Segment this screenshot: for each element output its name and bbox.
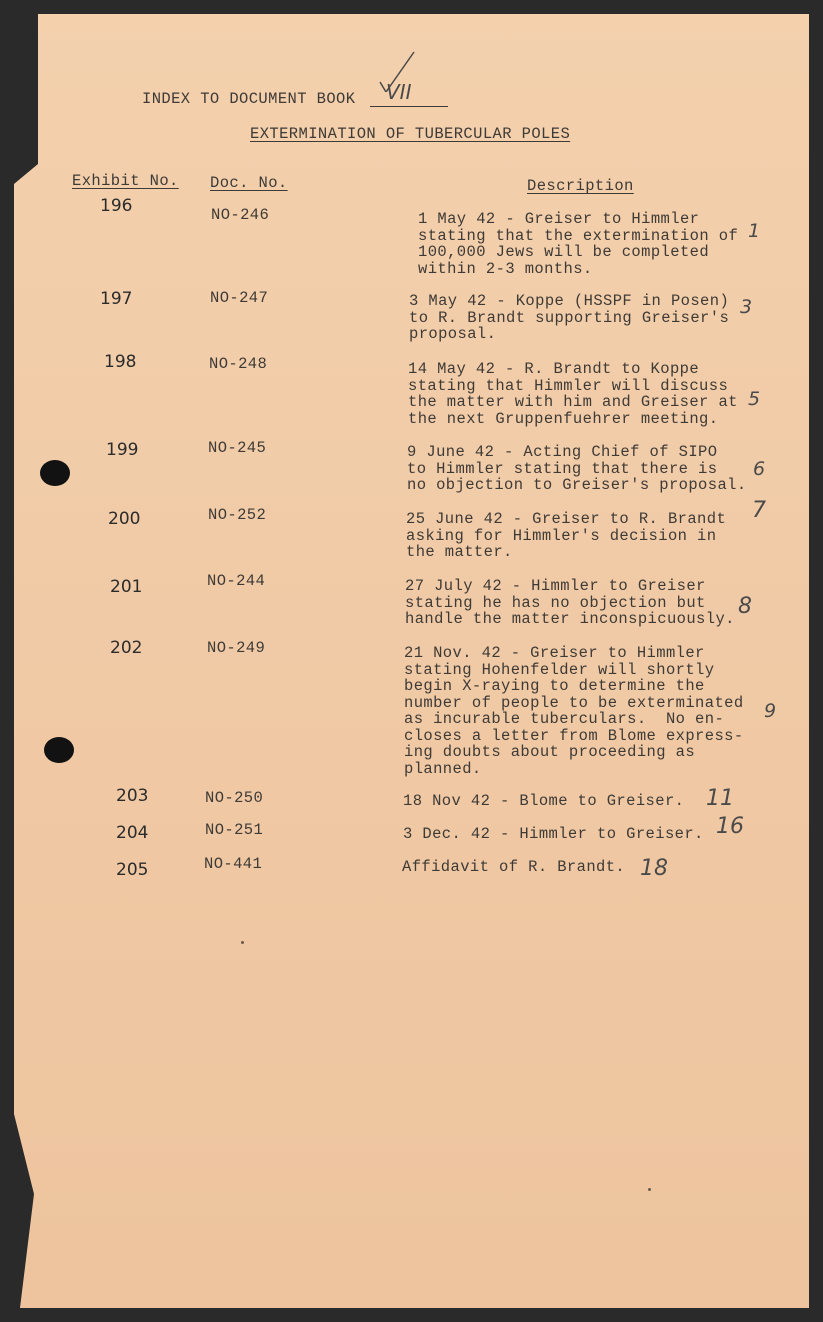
punch-hole-top	[40, 460, 70, 486]
exhibit-number: 200	[108, 509, 141, 529]
row-description: Affidavit of R. Brandt.	[402, 858, 626, 876]
doc-number: NO-441	[204, 855, 263, 873]
column-header-doc: Doc. No.	[210, 174, 288, 192]
punch-hole-bottom	[44, 737, 74, 763]
index-title: INDEX TO DOCUMENT BOOK	[142, 90, 356, 108]
stray-mark	[241, 941, 244, 944]
page-number: 3	[740, 296, 753, 318]
row-description: 14 May 42 - R. Brandt to Koppe stating that Himmler will discuss the matter with him and Greiser at the next Gruppenfuehrer meeting.	[408, 360, 738, 428]
exhibit-number: 199	[106, 440, 139, 460]
doc-number: NO-247	[210, 289, 269, 307]
exhibit-number: 202	[110, 638, 143, 658]
row-description: 1 May 42 - Greiser to Himmler stating that the extermination of 100,000 Jews will be completed within 2-3 months.	[418, 210, 739, 278]
column-header-description: Description	[527, 177, 634, 195]
page-number: 7	[752, 498, 766, 523]
doc-number: NO-252	[208, 506, 267, 524]
doc-number: NO-245	[208, 439, 267, 457]
page-number: 6	[753, 458, 766, 480]
page-number: 18	[640, 856, 668, 881]
stray-mark	[648, 1188, 651, 1191]
page-number: 9	[764, 700, 777, 722]
row-description: 3 Dec. 42 - Himmler to Greiser.	[403, 825, 704, 843]
exhibit-number: 203	[116, 786, 149, 806]
doc-number: NO-244	[207, 572, 266, 590]
exhibit-number: 196	[100, 196, 133, 216]
row-description: 27 July 42 - Himmler to Greiser stating he has no objection but handle the matter inconspicuously.	[405, 577, 735, 628]
row-description: 21 Nov. 42 - Greiser to Himmler stating Hohenfelder will shortly begin X-raying to determine the number of people to be exterminated as incurable tuberculars. No en- closes a letter from Blome express- ing doubts about proceeding as planned.	[404, 644, 744, 778]
book-number-blank	[370, 106, 448, 107]
row-description: 18 Nov 42 - Blome to Greiser.	[403, 792, 685, 810]
exhibit-number: 201	[110, 577, 143, 597]
page-number: 5	[748, 388, 761, 410]
document-subtitle: EXTERMINATION OF TUBERCULAR POLES	[250, 125, 571, 143]
exhibit-number: 197	[100, 289, 133, 309]
row-description: 3 May 42 - Koppe (HSSPF in Posen) to R. Brandt supporting Greiser's proposal.	[409, 292, 730, 343]
exhibit-number: 198	[104, 352, 137, 372]
exhibit-number: 205	[116, 860, 149, 880]
page-number: 11	[706, 786, 734, 811]
doc-number: NO-248	[209, 355, 268, 373]
column-header-exhibit: Exhibit No.	[72, 172, 179, 190]
exhibit-number: 204	[116, 823, 149, 843]
row-description: 25 June 42 - Greiser to R. Brandt asking for Himmler's decision in the matter.	[406, 510, 727, 561]
doc-number: NO-250	[205, 789, 264, 807]
page-number: 16	[716, 814, 744, 839]
page-number: 8	[738, 594, 752, 619]
doc-number: NO-251	[205, 821, 264, 839]
page-number: 1	[748, 220, 761, 242]
doc-number: NO-249	[207, 639, 266, 657]
row-description: 9 June 42 - Acting Chief of SIPO to Himmler stating that there is no objection to Greiser's proposal.	[407, 443, 747, 494]
doc-number: NO-246	[211, 206, 270, 224]
book-number: VII	[386, 80, 412, 104]
